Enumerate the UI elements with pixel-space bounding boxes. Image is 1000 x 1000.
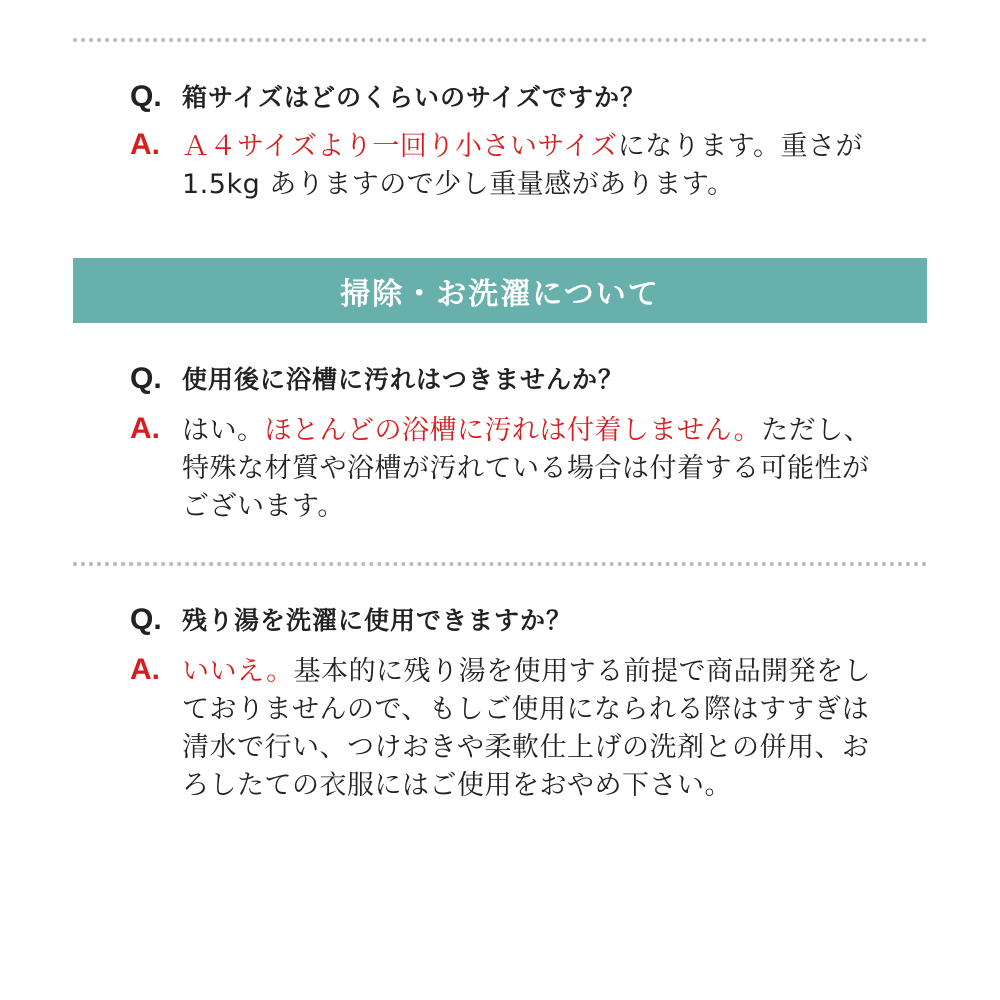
a-label: A.	[130, 412, 160, 445]
answer-body: ただし、特殊な材質や浴槽が汚れている場合は付着する可能性がございます。	[182, 415, 872, 522]
answer-body: 基本的に残り湯を使用する前提で商品開発をしておりませんので、もしご使用になられる際はすすぎは清水で行い、つけおきや柔軟仕上げの洗剤との併用、おろしたての衣服にはご使用をおやめ下さい。	[182, 656, 872, 801]
q-label: Q.	[130, 80, 162, 113]
answer-text	[182, 128, 882, 204]
section-header	[73, 258, 927, 323]
answer-row	[130, 128, 910, 204]
divider-middle	[73, 562, 927, 566]
section-title: 掃除・お洗濯について	[340, 276, 660, 312]
answer-body: になります。重さが 1.5kg ありますので少し重量感があります。	[182, 131, 864, 200]
q-label: Q.	[130, 603, 162, 636]
faq-item-box-size	[130, 80, 910, 204]
a-label: A.	[130, 653, 160, 686]
answer-highlight: ほとんどの浴槽に汚れは付着しません。	[264, 415, 762, 446]
question-row	[130, 603, 910, 639]
answer-lead: はい。	[182, 415, 265, 446]
answer-text	[182, 653, 882, 805]
answer-highlight: いいえ。	[182, 656, 294, 687]
question-row	[130, 80, 910, 116]
divider-top	[73, 38, 927, 42]
answer-row	[130, 653, 910, 805]
faq-item-bathtub-stain	[130, 362, 910, 526]
q-label: Q.	[130, 362, 162, 395]
question-text: 残り湯を洗濯に使用できますか？	[182, 606, 573, 635]
question-text: 使用後に浴槽に汚れはつきませんか？	[182, 365, 625, 394]
faq-item-laundry	[130, 603, 910, 805]
answer-highlight: Ａ４サイズより一回り小さいサイズ	[182, 131, 618, 162]
a-label: A.	[130, 128, 160, 161]
question-row	[130, 362, 910, 398]
answer-row	[130, 412, 910, 526]
question-text: 箱サイズはどのくらいのサイズですか？	[182, 83, 647, 112]
answer-text	[182, 412, 882, 526]
